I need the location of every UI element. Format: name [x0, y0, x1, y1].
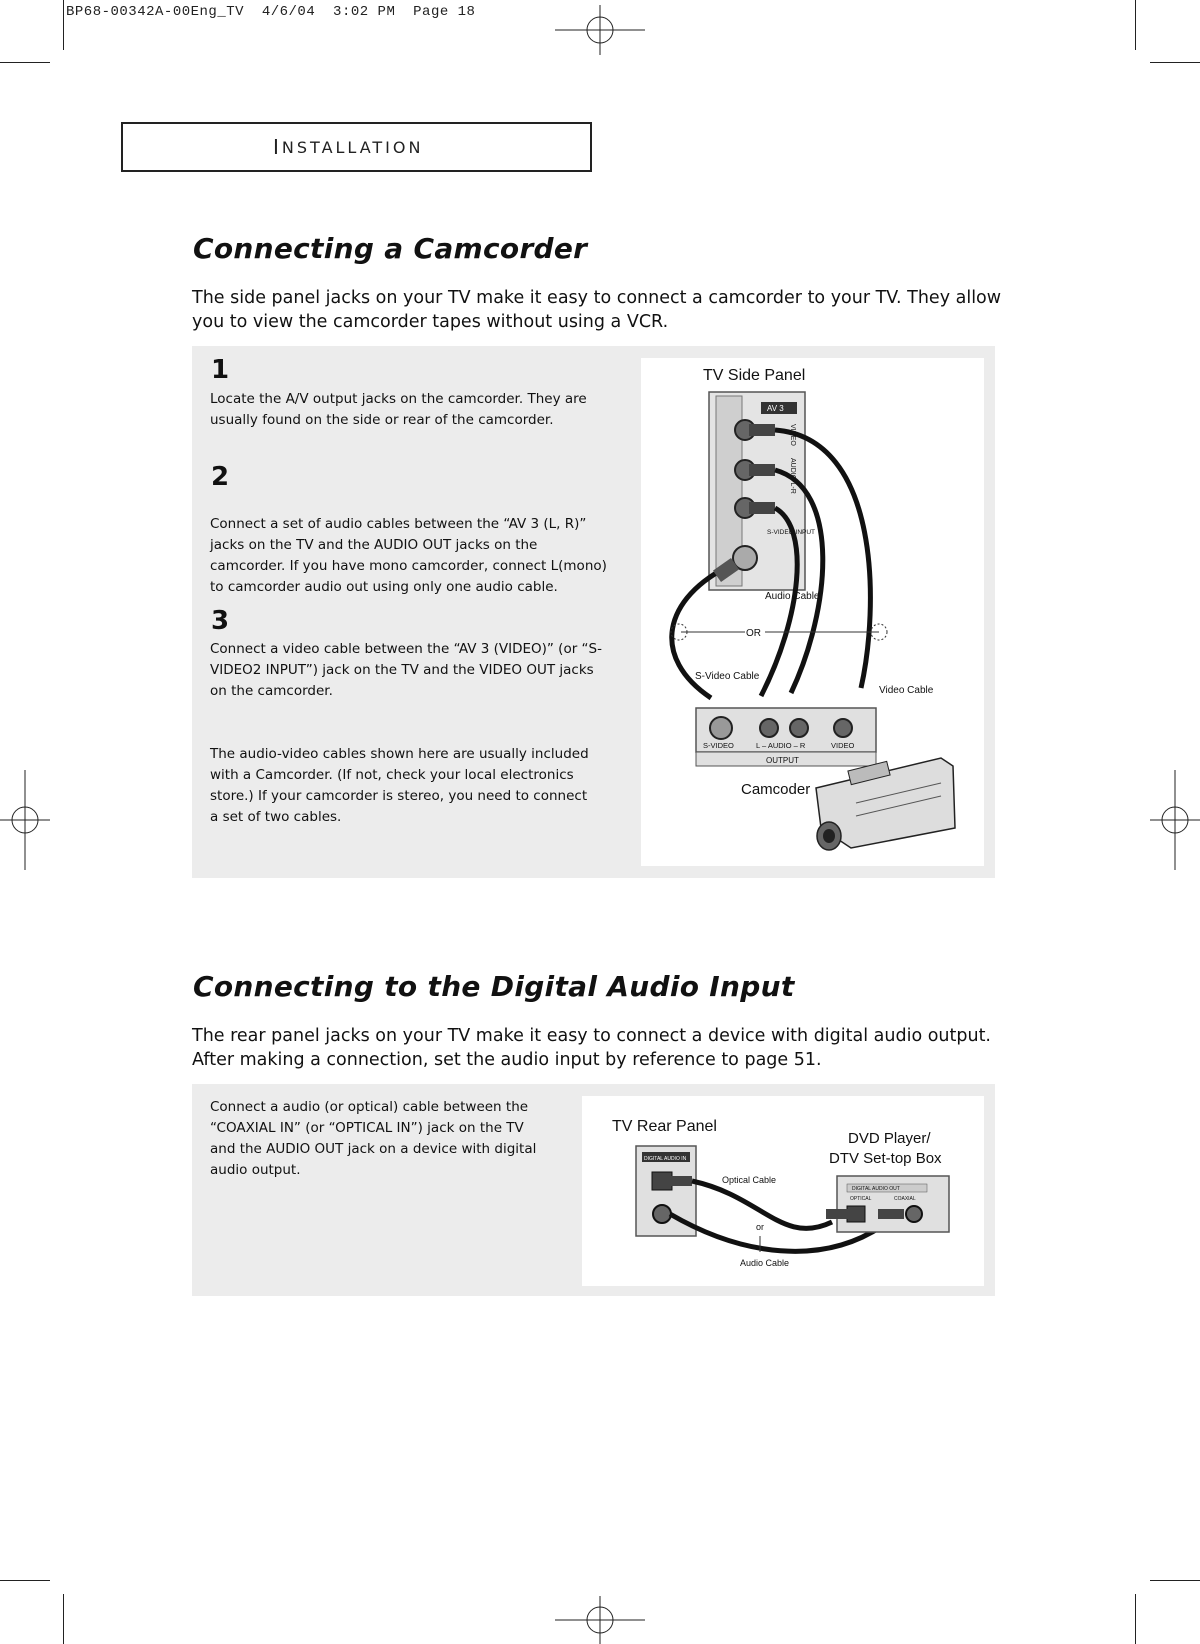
camcorder-illustration [816, 758, 955, 850]
out-video-label: VIDEO [831, 741, 855, 750]
digital-audio-title: Connecting to the Digital Audio Input [193, 970, 795, 1003]
tv-side-panel-label: TV Side Panel [703, 367, 806, 384]
registration-mark-top [555, 5, 645, 55]
svideo-cable-label: S-Video Cable [695, 671, 760, 682]
step-text: Connect a video cable between the “AV 3 (VIDEO)” (or “S-VIDEO2 INPUT”) jack on the TV and the VIDEO OUT jacks on the camcorder. [210, 641, 602, 699]
digital-audio-out-label: DIGITAL AUDIO OUT [852, 1186, 900, 1192]
optical-cable-label: Optical Cable [722, 1175, 777, 1185]
registration-mark-right [1150, 770, 1200, 870]
crop-mark [1135, 0, 1136, 50]
digital-audio-connection-diagram [582, 1096, 984, 1286]
coaxial-out-jack [906, 1206, 922, 1222]
camcorder-svideo-jack [710, 717, 732, 739]
crop-mark [1150, 62, 1200, 63]
video-plug [749, 424, 775, 436]
digital-audio-intro: The rear panel jacks on your TV make it easy to connect a device with digital audio output. After making a connection, set the audio input by reference to page 51. [192, 1026, 991, 1070]
out-audio-label: L – AUDIO – R [756, 741, 806, 750]
coaxial-label: COAXIAL [894, 1196, 916, 1202]
section-label-initial: I [273, 135, 282, 159]
camcorder-title: Connecting a Camcorder [193, 232, 588, 265]
optical-in-jack [652, 1172, 672, 1190]
or-label: or [756, 1222, 765, 1232]
audio-cable-label: Audio Cable [740, 1258, 790, 1268]
dtv-settop-label: DTV Set-top Box [829, 1150, 942, 1167]
video-cable-label: Video Cable [879, 685, 934, 696]
section-label-rest: NSTALLATION [281, 137, 424, 157]
camcorder-video-jack [834, 719, 852, 737]
step-text: Connect a set of audio cables between the “AV 3 (L, R)” jacks on the TV and the AUDIO OUT jacks on the camcorder. If you have mono camcorder, connect L(mono) to camcorder audio out using only one audio cable. [210, 516, 607, 595]
section-label [121, 122, 592, 172]
camcorder-label: Camcoder [741, 781, 811, 798]
step-number: 3 [211, 606, 230, 636]
digital-audio-in-label: DIGITAL AUDIO IN [644, 1156, 687, 1162]
crop-mark [63, 1594, 64, 1644]
crop-mark [63, 0, 64, 50]
out-svideo-label: S-VIDEO [703, 741, 734, 750]
print-slug: BP68-00342A-00Eng_TV 4/6/04 3:02 PM Page 18 [66, 4, 476, 20]
optical-label: OPTICAL [850, 1196, 872, 1202]
optical-out-jack [847, 1206, 865, 1222]
camcorder-audio-l-jack [760, 719, 778, 737]
camcorder-connection-diagram [641, 358, 984, 866]
dvd-player-label: DVD Player/ [848, 1130, 931, 1147]
optical-plug [826, 1209, 848, 1219]
tv-video-label: VIDEO [789, 424, 796, 446]
camcorder-intro: The side panel jacks on your TV make it easy to connect a camcorder to your TV. They allow you to view the camcorder tapes without using a VCR. [192, 288, 1002, 332]
coaxial-plug [878, 1209, 904, 1219]
output-label: OUTPUT [766, 756, 799, 765]
registration-mark-left [0, 770, 50, 870]
crop-mark [1135, 1594, 1136, 1644]
crop-mark [0, 62, 50, 63]
cable-note: The audio-video cables shown here are usually included with a Camcorder. (If not, check your local electronics store.) If your camcorder is stereo, you need to connect a set of two cables. [210, 746, 589, 825]
audio-plug [749, 464, 775, 476]
registration-mark-bottom [555, 1596, 645, 1644]
tv-rear-panel-label: TV Rear Panel [612, 1118, 717, 1135]
av3-label: AV 3 [767, 404, 784, 413]
svideo-input-label: S-VIDEO INPUT [767, 529, 816, 536]
step-number: 1 [211, 355, 230, 385]
camcorder-audio-r-jack [790, 719, 808, 737]
crop-mark [0, 1580, 50, 1581]
or-label: OR [746, 628, 761, 639]
crop-mark [1150, 1580, 1200, 1581]
tv-audio-label: AUDIO-L-R [789, 458, 796, 494]
step-text: Locate the A/V output jacks on the camcorder. They are usually found on the side or rear of the camcorder. [210, 391, 587, 428]
optical-plug [670, 1176, 692, 1186]
audio-cable-label: Audio Cable [765, 591, 820, 602]
audio-plug [749, 502, 775, 514]
coaxial-in-jack [653, 1205, 671, 1223]
step-number: 2 [211, 462, 230, 492]
digital-audio-instruction: Connect a audio (or optical) cable between the “COAXIAL IN” (or “OPTICAL IN”) jack on the TV and the AUDIO OUT jack on a device with digital audio output. [210, 1099, 537, 1178]
